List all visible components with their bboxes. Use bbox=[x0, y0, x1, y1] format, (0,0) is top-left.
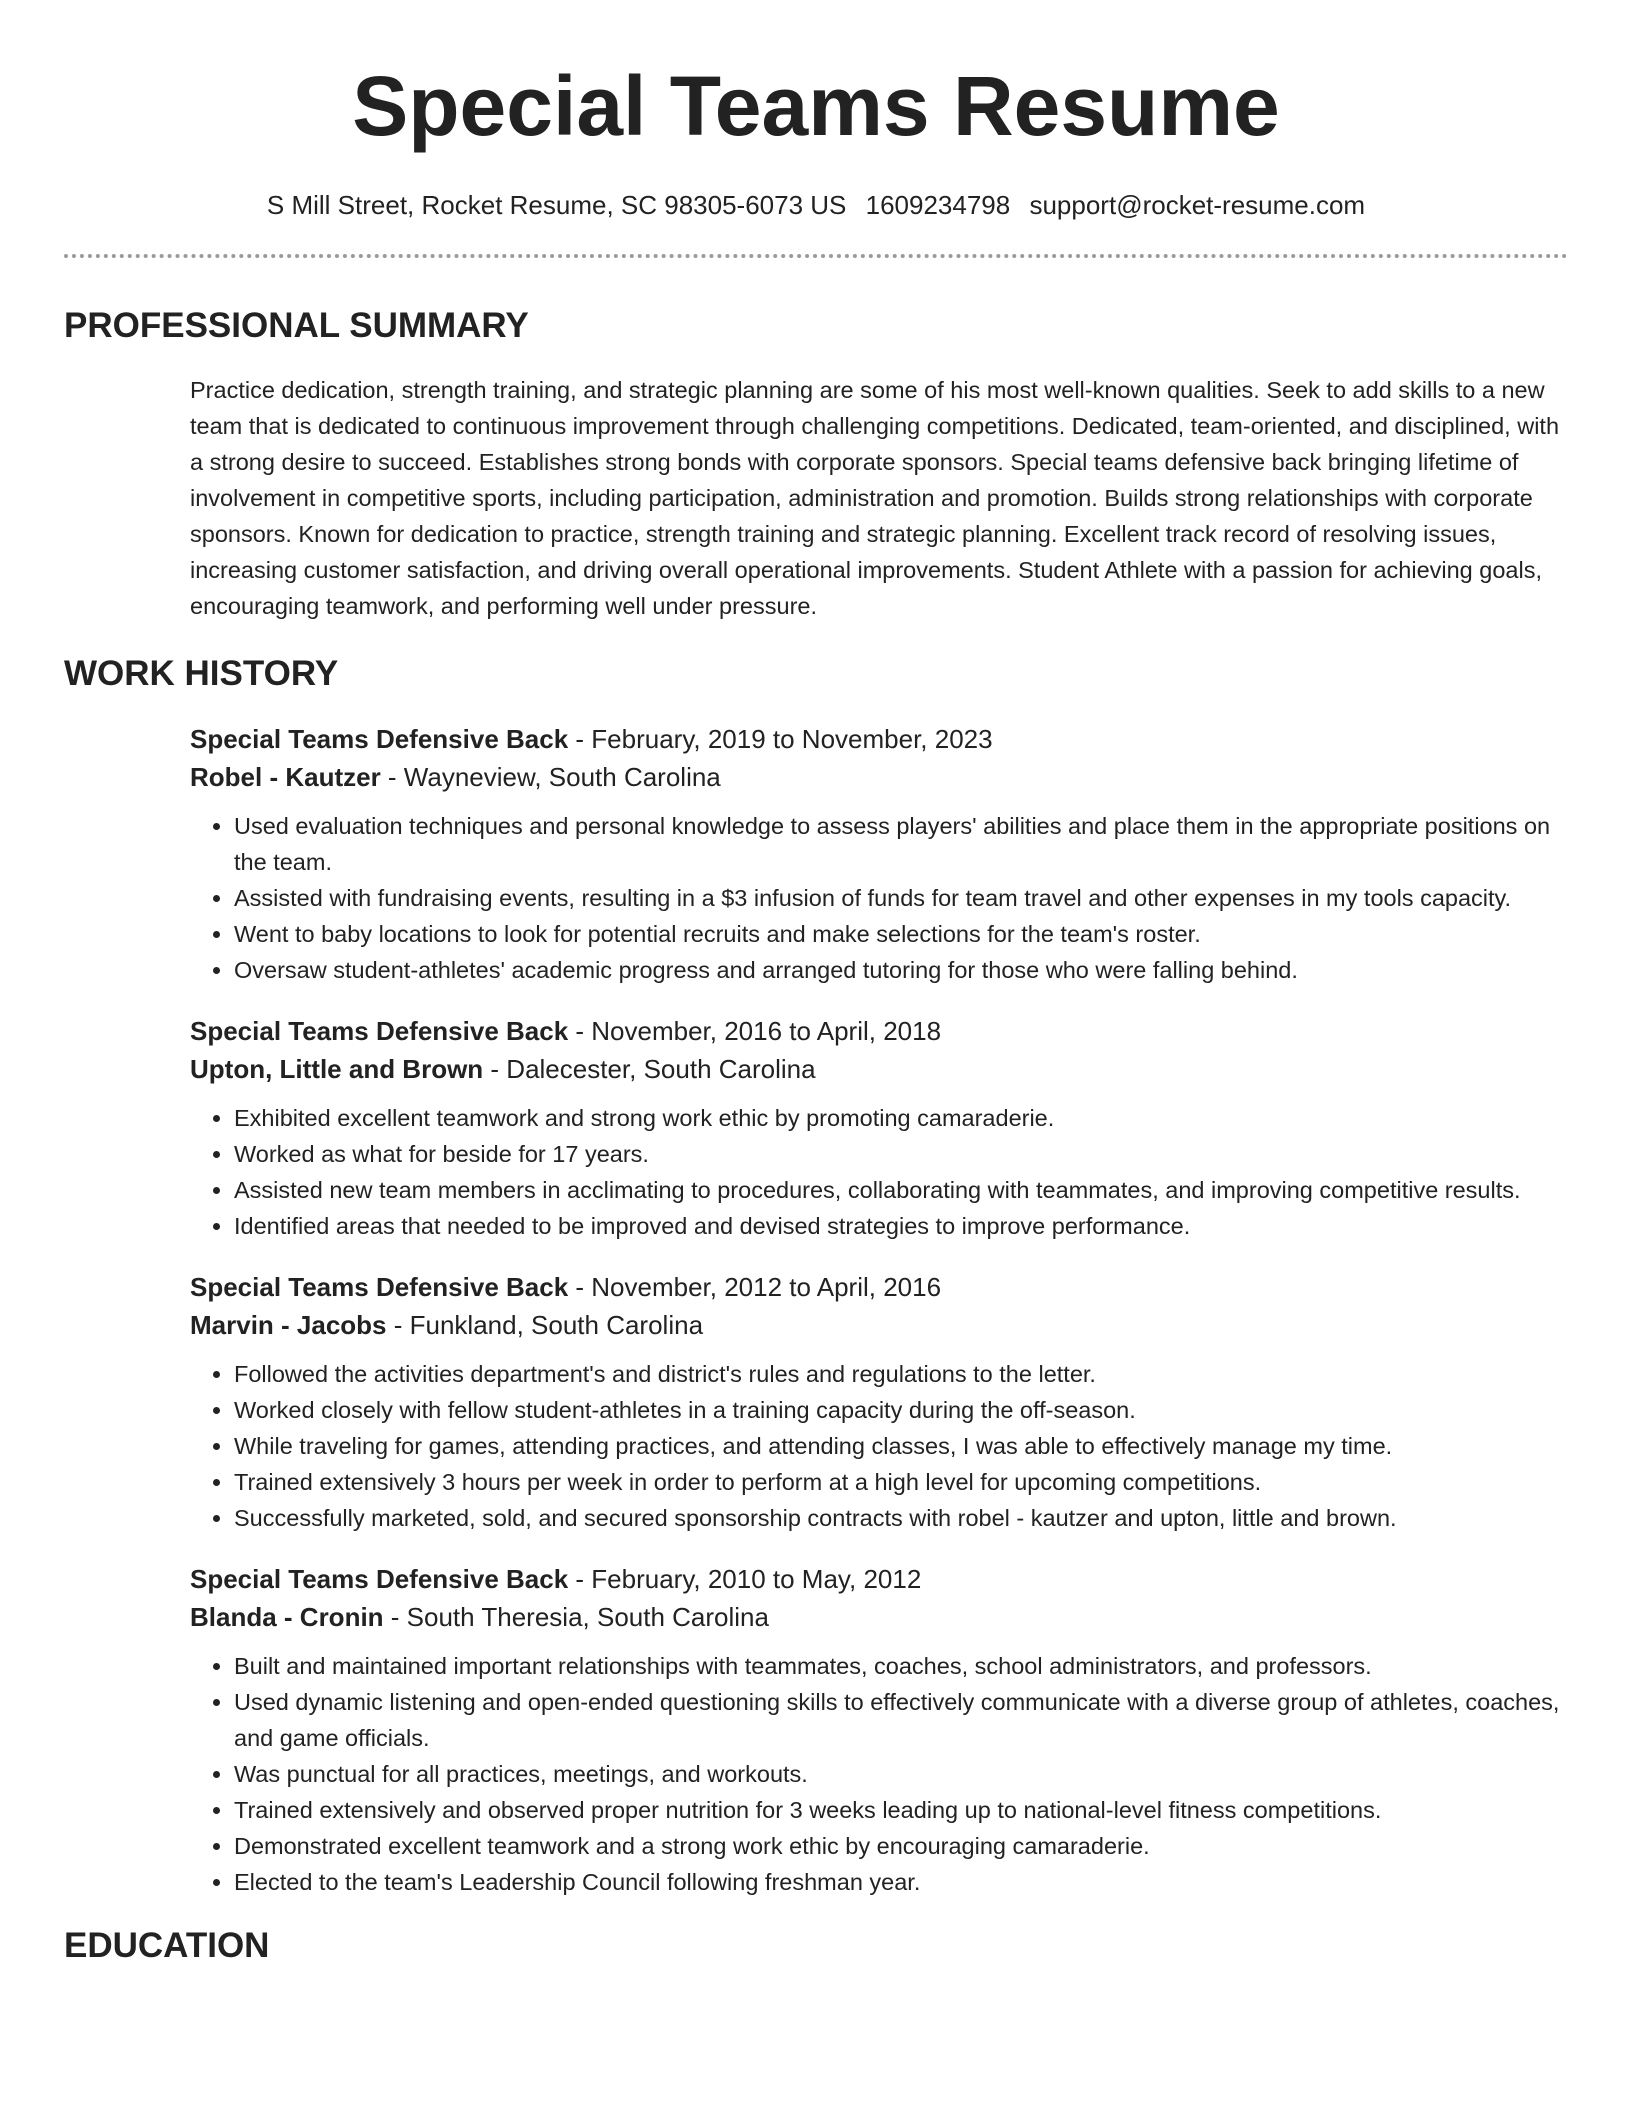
job-bullet: • Worked as what for beside for 17 years. bbox=[234, 1136, 1568, 1172]
job-bullets bbox=[190, 1356, 1568, 1536]
job-bullet: • Followed the activities department's and district's rules and regulations to the letter. bbox=[234, 1356, 1568, 1392]
job-bullet: • Exhibited excellent teamwork and strong work ethic by promoting camaraderie. bbox=[234, 1100, 1568, 1136]
job-location: - South Theresia, South Carolina bbox=[383, 1602, 769, 1632]
summary-text: Practice dedication, strength training, and strategic planning are some of his most well-known qualities. Seek to add skills to a new team that is dedicated to continuous improvement through challenging competitions. Dedicated, team-oriented, and disciplined, with a strong desire to succeed. Establishes strong bonds with corporate sponsors. Special teams defensive back bringing lifetime of involvement in competitive sports, including participation, administration and promotion. Builds strong relationships with corporate sponsors. Known for dedication to practice, strength training and strategic planning. Excellent track record of resolving issues, increasing customer satisfaction, and driving overall operational improvements. Student Athlete with a passion for achieving goals, encouraging teamwork, and performing well under pressure. bbox=[190, 377, 1560, 619]
header-divider bbox=[64, 254, 1568, 258]
job-bullet: • Was punctual for all practices, meetings, and workouts. bbox=[234, 1756, 1568, 1792]
job-entry bbox=[190, 1012, 1568, 1244]
contact-address: S Mill Street, Rocket Resume, SC 98305-6073 US bbox=[266, 190, 847, 220]
job-bullets bbox=[190, 808, 1568, 988]
job-dates: - November, 2012 to April, 2016 bbox=[568, 1272, 942, 1302]
job-bullet: • Demonstrated excellent teamwork and a strong work ethic by encouraging camaraderie. bbox=[234, 1828, 1568, 1864]
job-entry bbox=[190, 1268, 1568, 1536]
job-location: - Wayneview, South Carolina bbox=[380, 762, 721, 792]
work-history-list bbox=[190, 720, 1568, 1900]
job-bullet: • Identified areas that needed to be improved and devised strategies to improve performance. bbox=[234, 1208, 1568, 1244]
contact-line bbox=[64, 188, 1568, 222]
job-bullet: • Built and maintained important relationships with teammates, coaches, school administrators, and professors. bbox=[234, 1648, 1568, 1684]
job-location: - Funkland, South Carolina bbox=[386, 1310, 704, 1340]
education-heading: EDUCATION bbox=[64, 1926, 270, 1965]
job-company-line bbox=[190, 1050, 1568, 1088]
job-bullets bbox=[190, 1100, 1568, 1244]
job-company-line bbox=[190, 758, 1568, 796]
job-company: Robel - Kautzer bbox=[190, 762, 381, 792]
job-title: Special Teams Defensive Back bbox=[190, 724, 569, 754]
job-location: - Dalecester, South Carolina bbox=[483, 1054, 816, 1084]
job-bullet: • Trained extensively and observed proper nutrition for 3 weeks leading up to national-level fitness competitions. bbox=[234, 1792, 1568, 1828]
job-bullet: • Successfully marketed, sold, and secured sponsorship contracts with robel - kautzer and upton, little and brown. bbox=[234, 1500, 1568, 1536]
job-title-line bbox=[190, 720, 1568, 758]
job-bullet: • Worked closely with fellow student-athletes in a training capacity during the off-season. bbox=[234, 1392, 1568, 1428]
job-bullet: • Used dynamic listening and open-ended questioning skills to effectively communicate with a diverse group of athletes, coaches, and game officials. bbox=[234, 1684, 1568, 1756]
job-bullet: • Assisted with fundraising events, resulting in a $3 infusion of funds for team travel and other expenses in my tools capacity. bbox=[234, 880, 1568, 916]
job-bullet: • Oversaw student-athletes' academic progress and arranged tutoring for those who were falling behind. bbox=[234, 952, 1568, 988]
job-company-line bbox=[190, 1598, 1568, 1636]
job-title: Special Teams Defensive Back bbox=[190, 1564, 569, 1594]
job-title-line bbox=[190, 1268, 1568, 1306]
job-entry bbox=[190, 1560, 1568, 1900]
job-title: Special Teams Defensive Back bbox=[190, 1272, 569, 1302]
job-dates: - November, 2016 to April, 2018 bbox=[568, 1016, 942, 1046]
job-bullet: • Went to baby locations to look for potential recruits and make selections for the team's roster. bbox=[234, 916, 1568, 952]
job-company: Marvin - Jacobs bbox=[190, 1310, 387, 1340]
job-bullet: • Trained extensively 3 hours per week in order to perform at a high level for upcoming competitions. bbox=[234, 1464, 1568, 1500]
resume-title: Special Teams Resume bbox=[352, 59, 1280, 153]
job-bullet: • While traveling for games, attending practices, and attending classes, I was able to effectively manage my time. bbox=[234, 1428, 1568, 1464]
job-company: Upton, Little and Brown bbox=[190, 1054, 484, 1084]
job-bullet: • Elected to the team's Leadership Council following freshman year. bbox=[234, 1864, 1568, 1900]
job-title-line bbox=[190, 1012, 1568, 1050]
job-dates: - February, 2010 to May, 2012 bbox=[568, 1564, 922, 1594]
job-bullet: • Used evaluation techniques and personal knowledge to assess players' abilities and place them in the appropriate positions on the team. bbox=[234, 808, 1568, 880]
job-dates: - February, 2019 to November, 2023 bbox=[568, 724, 993, 754]
contact-phone: 1609234798 bbox=[865, 190, 1011, 220]
work-history-heading: WORK HISTORY bbox=[64, 654, 339, 693]
job-bullets bbox=[190, 1648, 1568, 1900]
contact-email: support@rocket-resume.com bbox=[1029, 190, 1366, 220]
summary-heading: PROFESSIONAL SUMMARY bbox=[64, 306, 529, 345]
job-title: Special Teams Defensive Back bbox=[190, 1016, 569, 1046]
job-entry bbox=[190, 720, 1568, 988]
job-company-line bbox=[190, 1306, 1568, 1344]
job-title-line bbox=[190, 1560, 1568, 1598]
job-company: Blanda - Cronin bbox=[190, 1602, 384, 1632]
job-bullet: • Assisted new team members in acclimating to procedures, collaborating with teammates, and improving competitive results. bbox=[234, 1172, 1568, 1208]
